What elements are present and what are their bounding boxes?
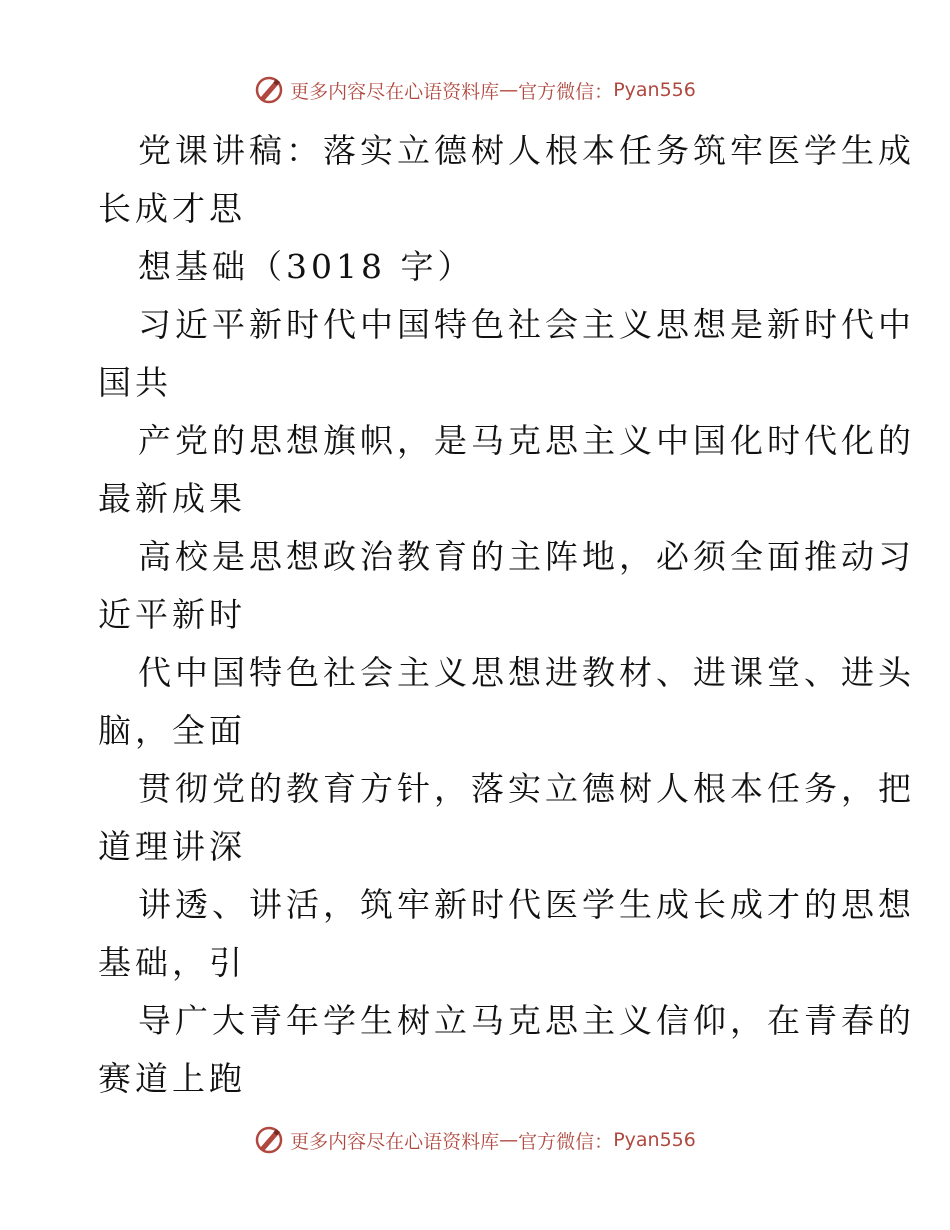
banner-text: 更多内容尽在心语资料库 <box>290 1130 500 1153</box>
paragraph-line: 代中国特色社会主义思想进教材、进课堂、进头 <box>138 653 915 692</box>
banner-wechat-label: 官方微信： <box>518 1130 614 1153</box>
paragraph-line: 道理讲深 <box>98 827 246 866</box>
document-body <box>98 122 915 1108</box>
banner-separator: — <box>499 79 519 101</box>
paragraph-line: 高校是思想政治教育的主阵地，必须全面推动习 <box>138 537 915 576</box>
paragraph-line: 导广大青年学生树立马克思主义信仰，在青春的 <box>138 1001 915 1040</box>
paragraph-line: 讲透、讲活，筑牢新时代医学生成长成才的思想 <box>138 885 915 924</box>
paragraph-line: 赛道上跑 <box>98 1059 246 1098</box>
paragraph-line: 习近平新时代中国特色社会主义思想是新时代中 <box>138 305 915 344</box>
pen-logo-icon <box>254 75 284 105</box>
paragraph-line: 近平新时 <box>98 595 246 634</box>
title-line-3: 想基础（3018 字） <box>138 247 475 286</box>
paragraph-line: 产党的思想旗帜，是马克思主义中国化时代化的 <box>138 421 915 460</box>
paragraph-line: 最新成果 <box>98 479 246 518</box>
paragraph-line: 基础，引 <box>98 943 246 982</box>
banner-wechat-label: 官方微信： <box>518 80 614 103</box>
footer-banner <box>0 1120 950 1160</box>
banner-wechat-id: Pyan556 <box>613 79 696 101</box>
title-line-1: 党课讲稿：落实立德树人根本任务筑牢医学生成 <box>138 131 915 170</box>
paragraph-line: 国共 <box>98 363 172 402</box>
paragraph-line: 贯彻党的教育方针，落实立德树人根本任务，把 <box>138 769 915 808</box>
header-banner <box>0 70 950 110</box>
paragraph-line: 脑，全面 <box>98 711 246 750</box>
title-line-2: 长成才思 <box>98 189 246 228</box>
banner-text: 更多内容尽在心语资料库 <box>290 80 500 103</box>
banner-wechat-id: Pyan556 <box>613 1129 696 1151</box>
pen-logo-icon <box>254 1125 284 1155</box>
banner-separator: — <box>499 1129 519 1151</box>
